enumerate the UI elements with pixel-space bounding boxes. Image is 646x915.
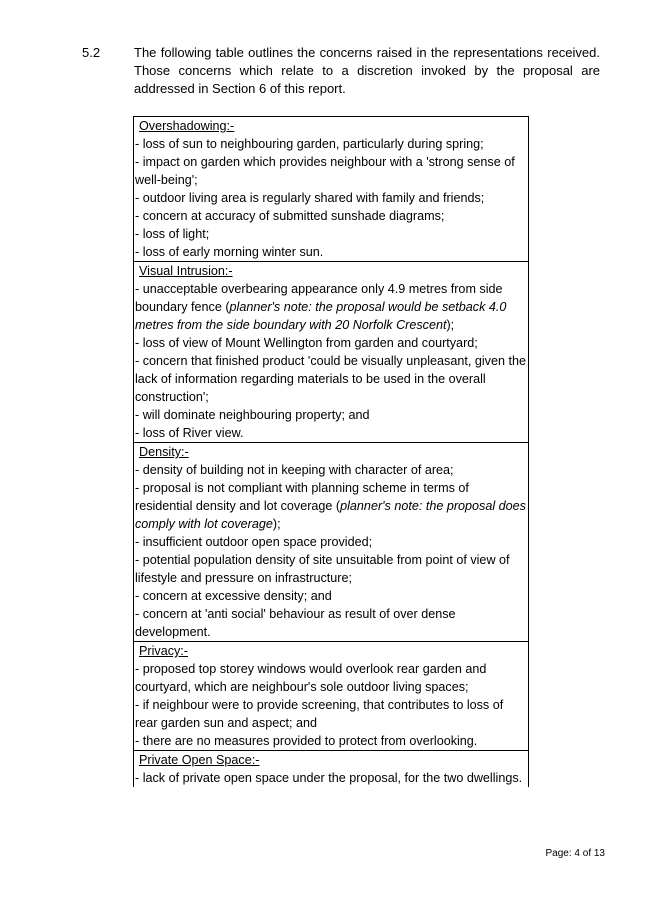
planner-note: planner's note: the proposal does comply with lot coverage [135, 499, 526, 531]
planner-note: planner's note: the proposal would be setback 4.0 metres from the side boundary with 20 Norfolk Crescent [135, 300, 507, 332]
concern-cell-visual-intrusion [134, 262, 529, 443]
concern-item: - proposal is not compliant with planning scheme in terms of residential density and lot coverage (planner's note: the proposal does comply with lot coverage); [135, 481, 526, 531]
table-row [134, 751, 529, 788]
concern-item: - will dominate neighbouring property; and [135, 408, 370, 422]
concern-cell-overshadowing [134, 117, 529, 262]
intro-line: The following table outlines the concerns raised in the representations received. [134, 45, 600, 60]
concern-heading: Visual Intrusion:- [139, 264, 233, 278]
concern-item: - there are no measures provided to protect from overlooking. [135, 734, 478, 748]
concern-item: - insufficient outdoor open space provided; [135, 535, 373, 549]
concern-item: - concern at accuracy of submitted sunshade diagrams; [135, 209, 445, 223]
intro-line: Those concerns which relate to a discretion invoked by the proposal are [134, 63, 600, 78]
concern-item: - potential population density of site unsuitable from point of view of lifestyle and pressure on infrastructure; [135, 553, 510, 585]
concern-item: - loss of light; [135, 227, 210, 241]
concern-cell-private-open-space [134, 751, 529, 788]
concern-item: - loss of River view. [135, 426, 244, 440]
table-row [134, 262, 529, 443]
concern-item: - concern at 'anti social' behaviour as result of over dense development. [135, 607, 456, 639]
concern-item: - loss of view of Mount Wellington from garden and courtyard; [135, 336, 478, 350]
concern-item: - loss of early morning winter sun. [135, 245, 324, 259]
table-row [134, 642, 529, 751]
section-number: 5.2 [82, 45, 101, 60]
page-number: Page: 4 of 13 [545, 848, 605, 859]
table-row [134, 117, 529, 262]
concern-cell-privacy [134, 642, 529, 751]
concern-cell-density [134, 443, 529, 642]
concern-item: - density of building not in keeping with character of area; [135, 463, 454, 477]
concern-heading: Overshadowing:- [139, 119, 235, 133]
concern-item: - unacceptable overbearing appearance only 4.9 metres from side boundary fence (planner's note: the proposal would be setback 4.0 metres from the side boundary with 20 Norfolk Crescent); [135, 282, 507, 332]
concern-heading: Privacy:- [139, 644, 188, 658]
concern-item: - if neighbour were to provide screening, that contributes to loss of rear garden sun and aspect; and [135, 698, 504, 730]
concern-item: - concern at excessive density; and [135, 589, 332, 603]
section-intro [134, 44, 600, 98]
concern-item: - impact on garden which provides neighbour with a 'strong sense of well-being'; [135, 155, 515, 187]
concern-heading: Private Open Space:- [139, 753, 260, 767]
intro-line: addressed in Section 6 of this report. [134, 81, 346, 96]
concerns-table [133, 116, 529, 787]
table-row [134, 443, 529, 642]
concern-item: - loss of sun to neighbouring garden, particularly during spring; [135, 137, 484, 151]
concern-item: - lack of private open space under the proposal, for the two dwellings. [135, 771, 523, 785]
concern-item: - concern that finished product 'could be visually unpleasant, given the lack of information regarding materials to be used in the overall construction'; [135, 354, 526, 404]
concern-heading: Density:- [139, 445, 189, 459]
concern-item: - proposed top storey windows would overlook rear garden and courtyard, which are neighbour's sole outdoor living spaces; [135, 662, 487, 694]
concern-item: - outdoor living area is regularly shared with family and friends; [135, 191, 485, 205]
